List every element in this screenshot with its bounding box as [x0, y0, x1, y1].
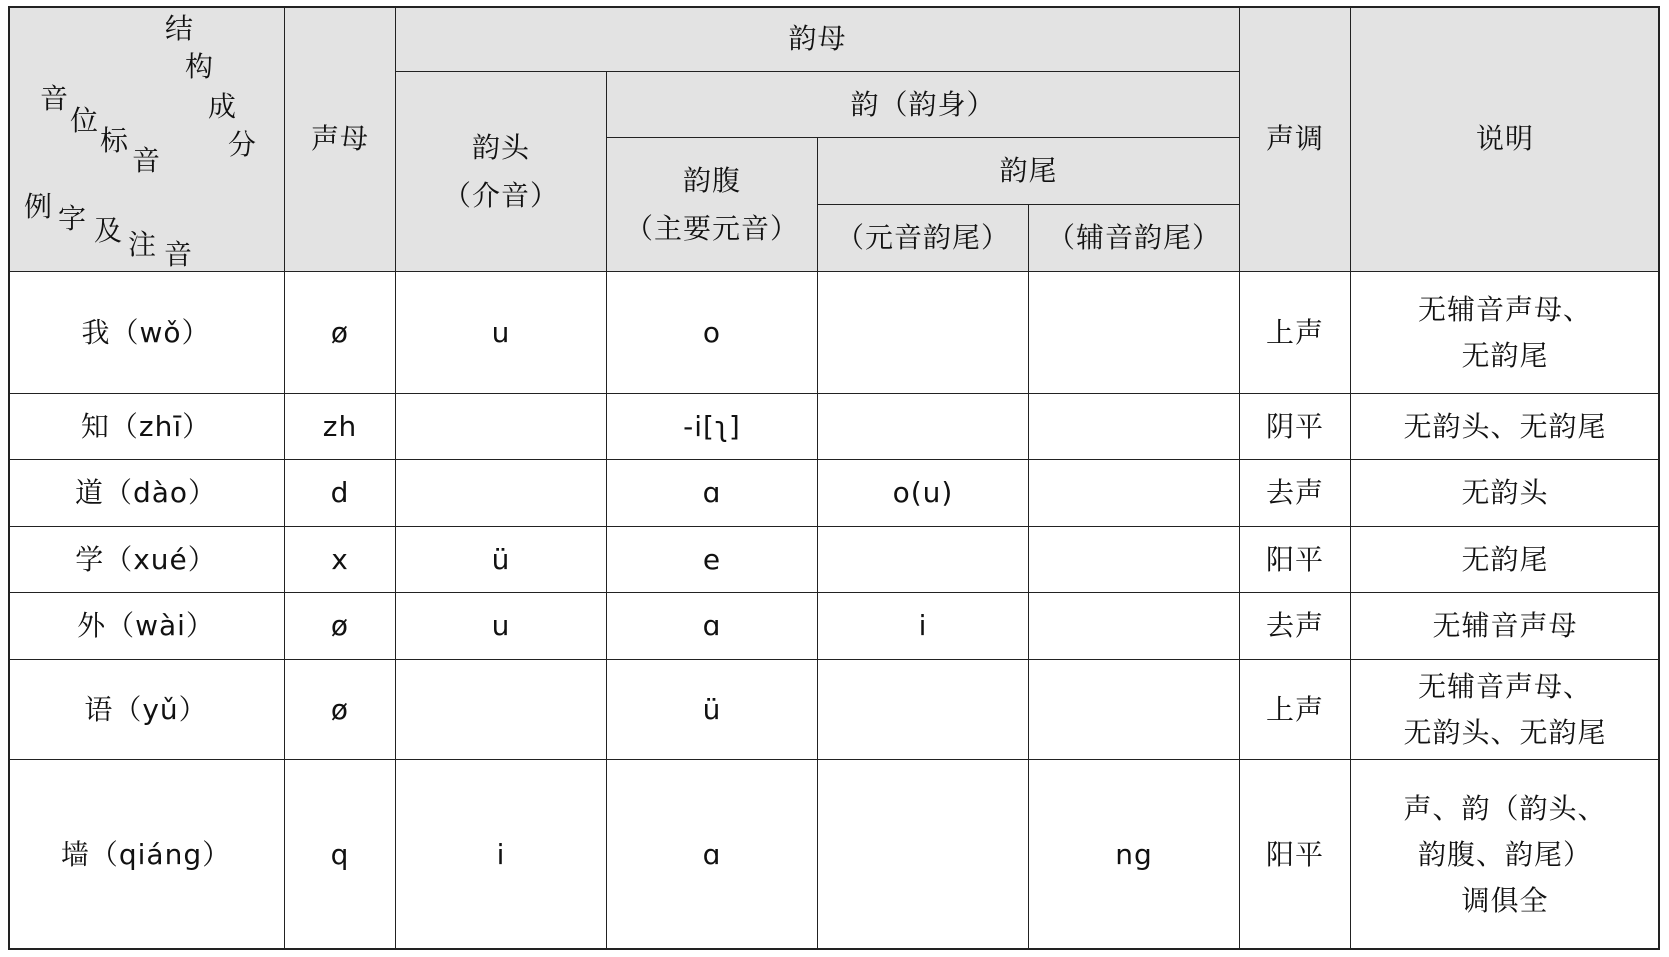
table-cell-vowel-end — [818, 460, 1029, 527]
table-cell-example — [8, 527, 285, 593]
table-cell-consonant-end — [1029, 527, 1240, 593]
table-cell-shengmu — [285, 760, 396, 950]
cell-value: q — [330, 837, 350, 871]
cell-value: ɑ — [702, 609, 722, 642]
header-shengdiao — [1240, 6, 1351, 272]
table-cell-shengmu — [285, 272, 396, 394]
header-yunfu-label: 韵腹 — [682, 163, 741, 197]
table-cell-tone — [1240, 394, 1351, 460]
table-cell-vowel-end — [818, 272, 1029, 394]
table-cell-yuntou — [396, 394, 607, 460]
cell-value: zh — [322, 409, 358, 443]
header-yunwei-vowel — [818, 205, 1029, 272]
table-cell-yuntou — [396, 272, 607, 394]
corner-label-middle-2: 标 — [100, 124, 130, 157]
table-cell-shengmu — [285, 660, 396, 760]
table-cell-yunfu — [607, 394, 818, 460]
cell-value: 去声 — [1265, 476, 1324, 509]
table-cell-shengmu — [285, 460, 396, 527]
cell-value: o(u) — [892, 476, 954, 509]
cell-value: 语（yǔ） — [84, 692, 208, 726]
table-cell-yunfu — [607, 272, 818, 394]
cell-value: ɑ — [702, 476, 722, 509]
cell-value: ø — [330, 692, 350, 726]
header-shuoming-label: 说明 — [1475, 121, 1534, 155]
cell-value: i — [496, 837, 506, 871]
table-cell-yuntou — [396, 460, 607, 527]
note-line: 无辅音声母 — [1432, 609, 1578, 642]
note-line: 无辅音声母、 — [1417, 292, 1592, 326]
cell-value: ø — [330, 315, 350, 349]
header-yun-label: 韵（韵身） — [850, 87, 996, 121]
corner-label-top-right-2: 成 — [208, 90, 238, 123]
table-cell-shengmu — [285, 527, 396, 593]
header-yun — [607, 72, 1240, 138]
header-yuntou-sublabel: （介音） — [442, 178, 559, 212]
table-cell-example — [8, 593, 285, 660]
header-yunwei-vowel-label: （元音韵尾） — [835, 221, 1010, 254]
cell-value: u — [491, 315, 511, 349]
corner-label-bottom-left-2: 及 — [94, 214, 124, 247]
header-yuntou-label: 韵头 — [471, 130, 530, 164]
table-cell-tone — [1240, 460, 1351, 527]
cell-value: ø — [330, 609, 350, 642]
corner-label-top-right-1: 构 — [185, 50, 215, 83]
cell-value: 阳平 — [1265, 542, 1324, 576]
table-cell-yunfu — [607, 660, 818, 760]
note-line: 无韵头、无韵尾 — [1403, 715, 1607, 749]
table-cell-tone — [1240, 660, 1351, 760]
table-cell-consonant-end — [1029, 660, 1240, 760]
table-cell-example — [8, 272, 285, 394]
header-yunwei-consonant-label: （辅音韵尾） — [1046, 221, 1221, 254]
cell-value: 去声 — [1265, 609, 1324, 642]
table-cell-consonant-end — [1029, 460, 1240, 527]
table-cell-note — [1351, 394, 1660, 460]
header-yunfu — [607, 138, 818, 272]
cell-value: 学（xué） — [75, 542, 217, 576]
corner-label-middle-1: 位 — [70, 104, 100, 137]
corner-label-middle-3: 音 — [132, 144, 162, 177]
table-cell-note — [1351, 527, 1660, 593]
table-cell-note — [1351, 272, 1660, 394]
table-cell-note — [1351, 660, 1660, 760]
table-cell-yuntou — [396, 593, 607, 660]
cell-value: e — [702, 542, 722, 576]
cell-value: d — [330, 476, 350, 509]
note-line: 无韵尾 — [1461, 338, 1549, 372]
table-cell-vowel-end — [818, 760, 1029, 950]
cell-value: 阴平 — [1265, 409, 1324, 443]
table-cell-yuntou — [396, 660, 607, 760]
corner-label-bottom-left-3: 注 — [128, 228, 158, 261]
header-shengmu — [285, 6, 396, 272]
cell-value: x — [331, 542, 349, 576]
cell-value: 上声 — [1265, 692, 1324, 726]
cell-value: ü — [702, 692, 722, 726]
cell-value: 外（wài） — [77, 609, 215, 642]
note-line: 无韵头 — [1461, 476, 1549, 509]
corner-label-bottom-left-4: 音 — [164, 238, 194, 271]
header-yunmu-label: 韵母 — [788, 21, 847, 55]
header-yuntou — [396, 72, 607, 272]
table-cell-yunfu — [607, 593, 818, 660]
cell-value: 墙（qiáng） — [60, 837, 232, 871]
cell-value: ɑ — [702, 837, 722, 871]
corner-label-top-right-3: 分 — [228, 128, 258, 161]
table-cell-shengmu — [285, 394, 396, 460]
cell-value: -i[ʅ] — [683, 409, 741, 443]
table-cell-example — [8, 460, 285, 527]
note-line: 韵腹、韵尾） — [1417, 837, 1592, 871]
table-cell-consonant-end — [1029, 272, 1240, 394]
table-cell-note — [1351, 760, 1660, 950]
table-cell-example — [8, 660, 285, 760]
table-cell-note — [1351, 460, 1660, 527]
header-shengmu-label: 声母 — [310, 121, 369, 155]
header-yunfu-sublabel: （主要元音） — [624, 211, 799, 245]
cell-value: 上声 — [1265, 315, 1324, 349]
table-cell-tone — [1240, 760, 1351, 950]
note-line: 无韵头、无韵尾 — [1403, 409, 1607, 443]
table-cell-consonant-end — [1029, 593, 1240, 660]
cell-value: 我（wǒ） — [81, 315, 211, 349]
cell-value: 道（dào） — [74, 476, 218, 509]
table-cell-yunfu — [607, 527, 818, 593]
table-cell-yuntou — [396, 760, 607, 950]
header-shengdiao-label: 声调 — [1265, 121, 1324, 155]
table-cell-vowel-end — [818, 394, 1029, 460]
table-cell-tone — [1240, 593, 1351, 660]
corner-label-bottom-left-0: 例 — [24, 190, 54, 223]
table-cell-consonant-end — [1029, 760, 1240, 950]
note-line: 声、韵（韵头、 — [1403, 791, 1607, 825]
table-cell-yunfu — [607, 460, 818, 527]
table-cell-shengmu — [285, 593, 396, 660]
corner-header-cell — [8, 6, 285, 272]
cell-value: o — [702, 315, 722, 349]
table-cell-consonant-end — [1029, 394, 1240, 460]
note-line: 调俱全 — [1461, 883, 1549, 917]
corner-label-top-right-0: 结 — [165, 12, 195, 45]
table-cell-tone — [1240, 527, 1351, 593]
header-yunwei-consonant — [1029, 205, 1240, 272]
cell-value: 知（zhī） — [80, 409, 212, 443]
header-yunwei-label: 韵尾 — [999, 154, 1058, 187]
corner-label-bottom-left-1: 字 — [58, 202, 88, 235]
table-cell-vowel-end — [818, 660, 1029, 760]
header-shuoming — [1351, 6, 1660, 272]
cell-value: ng — [1115, 837, 1153, 871]
table-cell-yuntou — [396, 527, 607, 593]
note-line: 无韵尾 — [1461, 542, 1549, 576]
table-cell-example — [8, 760, 285, 950]
table-cell-vowel-end — [818, 593, 1029, 660]
syllable-structure-table — [8, 6, 1660, 950]
cell-value: i — [918, 609, 928, 642]
cell-value: u — [491, 609, 511, 642]
header-yunwei — [818, 138, 1240, 205]
note-line: 无辅音声母、 — [1417, 669, 1592, 703]
table-cell-vowel-end — [818, 527, 1029, 593]
cell-value: ü — [491, 542, 511, 576]
table-cell-tone — [1240, 272, 1351, 394]
table-cell-note — [1351, 593, 1660, 660]
table-cell-yunfu — [607, 760, 818, 950]
table-cell-example — [8, 394, 285, 460]
header-yunmu — [396, 6, 1240, 72]
corner-label-middle-0: 音 — [40, 82, 70, 115]
cell-value: 阳平 — [1265, 837, 1324, 871]
